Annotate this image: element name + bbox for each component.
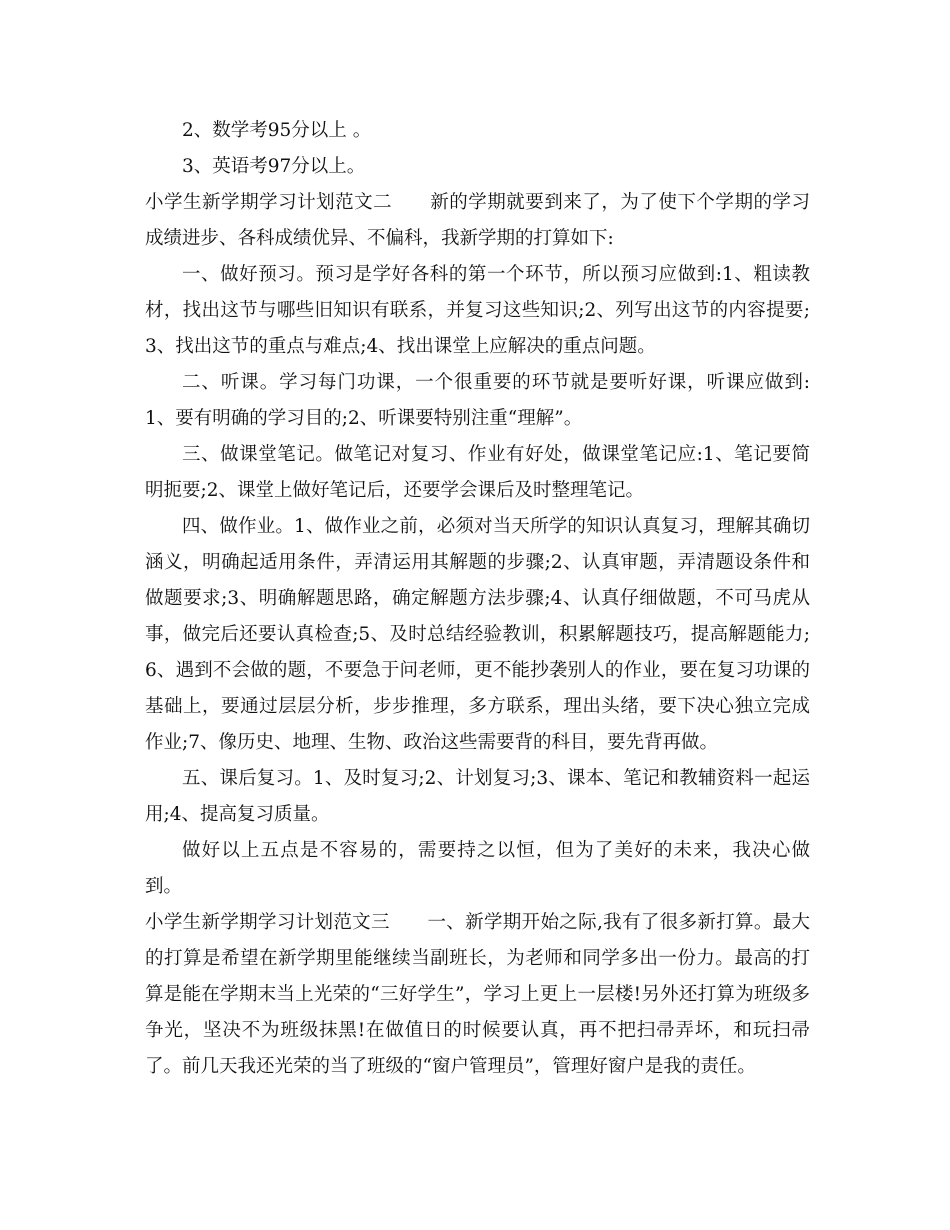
paragraph-english-goal: 3、英语考97分以上。 xyxy=(182,156,366,177)
paragraph-homework: 四、做作业。1、做作业之前，必须对当天所学的知识认真复习，理解其确切涵义，明确起适用条件，弄清运用其解题的步骤;2、认真审题，弄清题设条件和做题要求;3、明确解题思路，确定解题方法步骤;4、认真仔细做题，不可马虎从事，做完后还要认真检查;5、及时总结经验教训，积累解题技巧，提高解题能力;6、遇到不会做的题，不要急于问老师，更不能抄袭别人的作业，要在复习功课的基础上，要通过层层分析，步步推理，多方联系，理出头绪，要下决心独立完成作业;7、像历史、地理、生物、政治这些需要背的科目，要先背再做。 xyxy=(145,516,810,753)
paragraph-math-goal: 2、数学考95分以上 。 xyxy=(182,120,372,141)
paragraph-conclusion: 做好以上五点是不容易的，需要持之以恒，但为了美好的未来，我决心做到。 xyxy=(145,840,810,897)
paragraph-review: 五、课后复习。1、及时复习;2、计划复习;3、课本、笔记和教辅资料一起运用;4、提高复习质量。 xyxy=(145,768,810,825)
paragraph-listening: 二、听课。学习每门功课，一个很重要的环节就是要听好课，听课应做到:1、要有明确的学习目的;2、听课要特别注重“理解”。 xyxy=(145,372,810,429)
paragraph-notes: 三、做课堂笔记。做笔记对复习、作业有好处，做课堂笔记应:1、笔记要简明扼要;2、课堂上做好笔记后，还要学会课后及时整理笔记。 xyxy=(145,444,810,501)
paragraph-preview: 一、做好预习。预习是学好各科的第一个环节，所以预习应做到:1、粗读教材，找出这节与哪些旧知识有联系，并复习这些知识;2、列写出这节的内容提要;3、找出这节的重点与难点;4、找出课堂上应解决的重点问题。 xyxy=(145,264,810,357)
paragraph-sample-three: 小学生新学期学习计划范文三 一、新学期开始之际,我有了很多新打算。最大的打算是希望在新学期里能继续当副班长，为老师和同学多出一份力。最高的打算是能在学期末当上光荣的“三好学生”，学习上更上一层楼!另外还打算为班级多争光，坚决不为班级抹黑!在做值日的时候要认真，再不把扫帚弄坏，和玩扫帚了。前几天我还光荣的当了班级的“窗户管理员”，管理好窗户是我的责任。 xyxy=(145,912,810,1077)
document-body xyxy=(145,113,810,1085)
paragraph-sample-two-intro: 小学生新学期学习计划范文二 新的学期就要到来了，为了使下个学期的学习成绩进步、各科成绩优异、不偏科，我新学期的打算如下: xyxy=(145,192,810,249)
